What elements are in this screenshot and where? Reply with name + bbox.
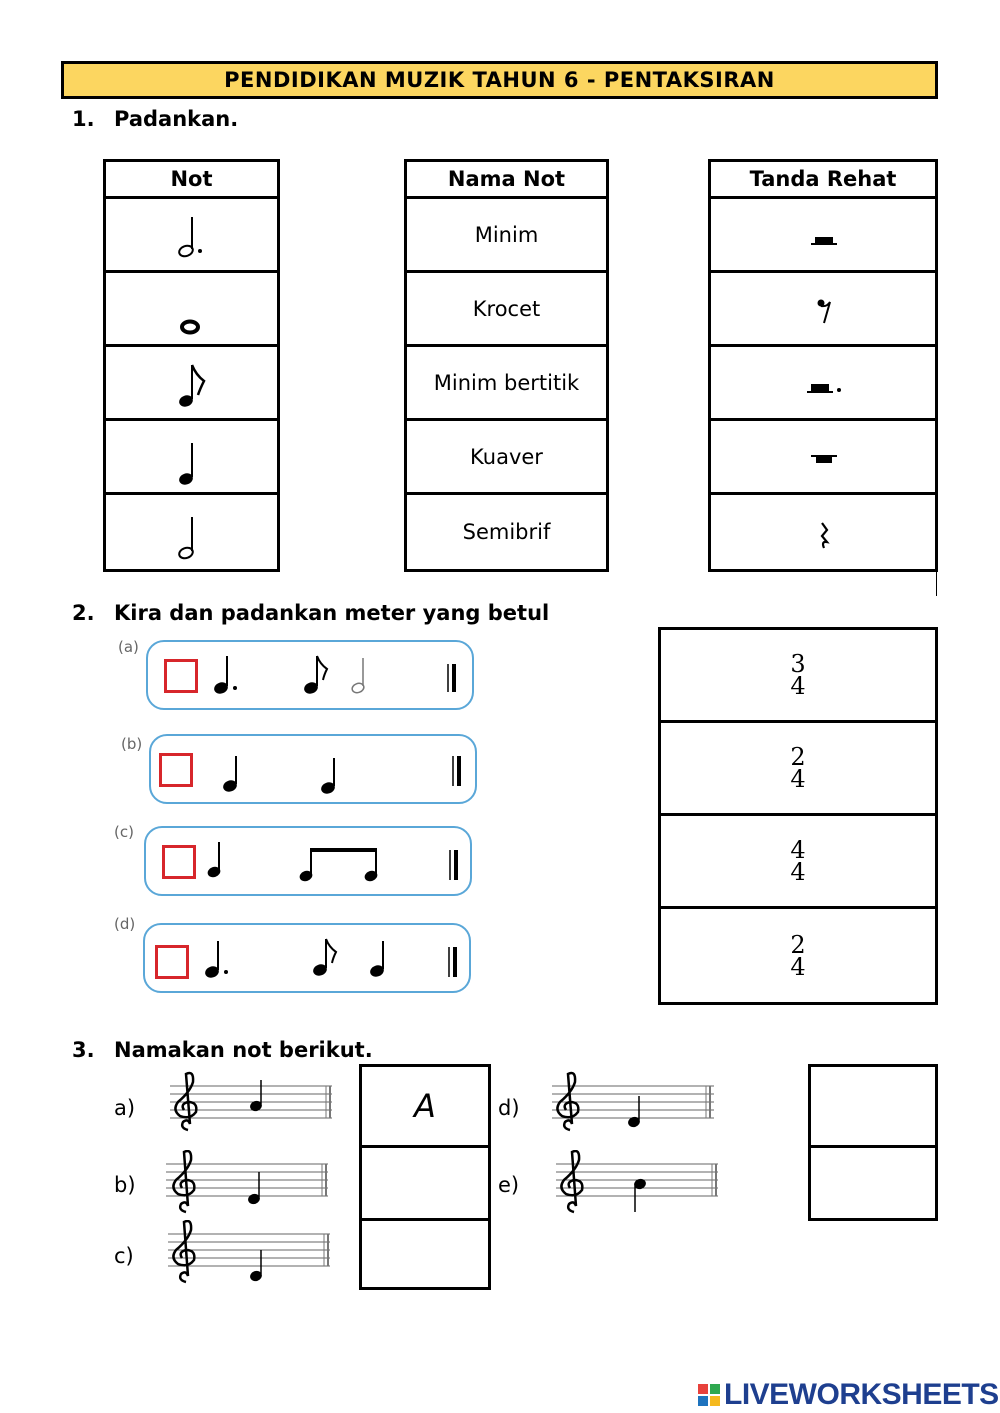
end-barline-icon: [450, 850, 456, 880]
dotted-minim-note-icon: [176, 213, 206, 263]
q1-heading-text: Padankan.: [114, 107, 239, 131]
treble-clef-icon: [173, 1221, 194, 1282]
meter-top-2: 2: [790, 743, 806, 771]
tanda-rehat-cell-1[interactable]: [711, 199, 935, 273]
beamed-quavers-icon: [298, 848, 379, 883]
rhythm-box-c: [144, 826, 472, 896]
tanda-rehat-cell-4[interactable]: [711, 421, 935, 495]
rhythm-box-a: [146, 640, 474, 710]
crotchet-note-icon: [206, 842, 222, 879]
quaver-note-icon: [176, 361, 210, 411]
meter-cell-4[interactable]: [661, 909, 935, 1002]
answer-d[interactable]: [811, 1067, 935, 1148]
q2-heading: [72, 601, 549, 625]
meter-cell-1[interactable]: [661, 630, 935, 723]
q3-label-c: c): [114, 1244, 134, 1268]
q3-label-a: a): [114, 1096, 136, 1120]
page-title: [61, 61, 938, 99]
not-cell-3[interactable]: [106, 347, 277, 421]
not-cell-2[interactable]: [106, 273, 277, 347]
treble-clef-icon: [561, 1151, 582, 1212]
meter-top-1: 3: [790, 650, 806, 678]
q2-number: 2.: [72, 601, 95, 625]
semibreve-note-icon: [178, 317, 202, 337]
rhythm-notes-b: [151, 736, 479, 806]
meter-cell-3[interactable]: [661, 816, 935, 909]
crotchet-note-icon: [222, 756, 239, 794]
meter-bottom-2: 4: [790, 765, 806, 793]
rhythm-notes-c: [146, 828, 474, 898]
staff-e: [552, 1150, 722, 1220]
q2-heading-text: Kira dan padankan meter yang betul: [114, 601, 550, 625]
meter-bottom-3: 4: [790, 858, 806, 886]
dotted-minim-rest-icon: [807, 381, 847, 399]
minim-rest-icon: [811, 235, 841, 249]
q3-label-d: d): [498, 1096, 520, 1120]
treble-clef-icon: [173, 1151, 194, 1212]
tanda-rehat-header: Tanda Rehat: [711, 162, 935, 199]
minim-note-icon: [176, 513, 206, 563]
quaver-note-icon: [312, 939, 336, 978]
q3-label-b: b): [114, 1173, 136, 1197]
meter-top-4: 2: [790, 930, 806, 959]
end-barline-icon: [453, 756, 459, 786]
q3-heading-text: Namakan not berikut.: [114, 1038, 373, 1062]
liveworksheets-brand: [698, 1378, 999, 1412]
q1-heading: [72, 107, 238, 131]
answer-b[interactable]: [362, 1148, 488, 1221]
nama-not-cell-5[interactable]: Semibrif: [462, 520, 551, 544]
q3-heading: [72, 1038, 373, 1062]
rhythm-box-b: [149, 734, 477, 804]
column-divider: [936, 560, 937, 596]
crotchet-rest-icon: [817, 521, 833, 551]
rhythm-notes-d: [145, 925, 473, 995]
tanda-rehat-table: [708, 159, 938, 572]
staff-c: [164, 1220, 334, 1290]
meter-table: [658, 627, 938, 1005]
tanda-rehat-cell-5[interactable]: [711, 495, 935, 569]
liveworksheets-logo-icon: [698, 1384, 720, 1406]
q2-letter-a: (a): [118, 638, 139, 656]
crotchet-note-icon: [176, 439, 206, 489]
nama-not-cell-4[interactable]: Kuaver: [407, 421, 606, 495]
q1-number: 1.: [72, 107, 95, 131]
staff-d: [548, 1068, 718, 1138]
staff-b: [162, 1150, 332, 1220]
not-table: [103, 159, 280, 572]
crotchet-note-icon: [369, 941, 386, 979]
brand-text: LIVEWORKSHEETS: [724, 1378, 999, 1411]
meter-bottom-4: 4: [790, 952, 806, 981]
minim-note-icon: [351, 658, 365, 694]
nama-not-header: Nama Not: [407, 162, 606, 199]
nama-not-cell-3[interactable]: Minim bertitik: [407, 347, 606, 421]
nama-not-table: [404, 159, 609, 572]
meter-bottom-1: 4: [790, 672, 806, 700]
q2-letter-d: (d): [114, 915, 136, 933]
answer-boxes-abc: [359, 1064, 491, 1290]
quaver-note-icon: [303, 656, 327, 696]
semibreve-rest-icon: [811, 453, 841, 469]
answer-e[interactable]: [811, 1148, 935, 1218]
staff-a: [166, 1068, 336, 1138]
dotted-crotchet-note-icon: [204, 941, 228, 980]
not-cell-4[interactable]: [106, 421, 277, 495]
answer-c[interactable]: [362, 1221, 488, 1287]
end-barline-icon: [448, 664, 454, 692]
end-barline-icon: [449, 947, 455, 977]
not-table-header: Not: [106, 162, 277, 199]
page-title-text: PENDIDIKAN MUZIK TAHUN 6 - PENTAKSIRAN: [224, 68, 775, 92]
answer-boxes-de: [808, 1064, 938, 1221]
q2-letter-b: (b): [121, 735, 143, 753]
nama-not-cell-1[interactable]: Minim: [407, 199, 606, 273]
crotchet-note-icon: [320, 758, 337, 796]
not-cell-1[interactable]: [106, 199, 277, 273]
dotted-crotchet-note-icon: [213, 656, 237, 696]
rhythm-notes-a: [148, 642, 476, 712]
nama-not-cell-2[interactable]: Krocet: [407, 273, 606, 347]
tanda-rehat-cell-3[interactable]: [711, 347, 935, 421]
q3-label-e: e): [498, 1173, 520, 1197]
meter-cell-2[interactable]: [661, 723, 935, 816]
quaver-rest-icon: [815, 297, 835, 327]
rhythm-box-d: [143, 923, 471, 993]
not-cell-5[interactable]: [106, 495, 277, 569]
tanda-rehat-cell-2[interactable]: [711, 273, 935, 347]
q3-number: 3.: [72, 1038, 95, 1062]
q2-letter-c: (c): [114, 823, 134, 841]
meter-top-3: 4: [790, 836, 806, 864]
answer-a[interactable]: A: [362, 1067, 488, 1148]
